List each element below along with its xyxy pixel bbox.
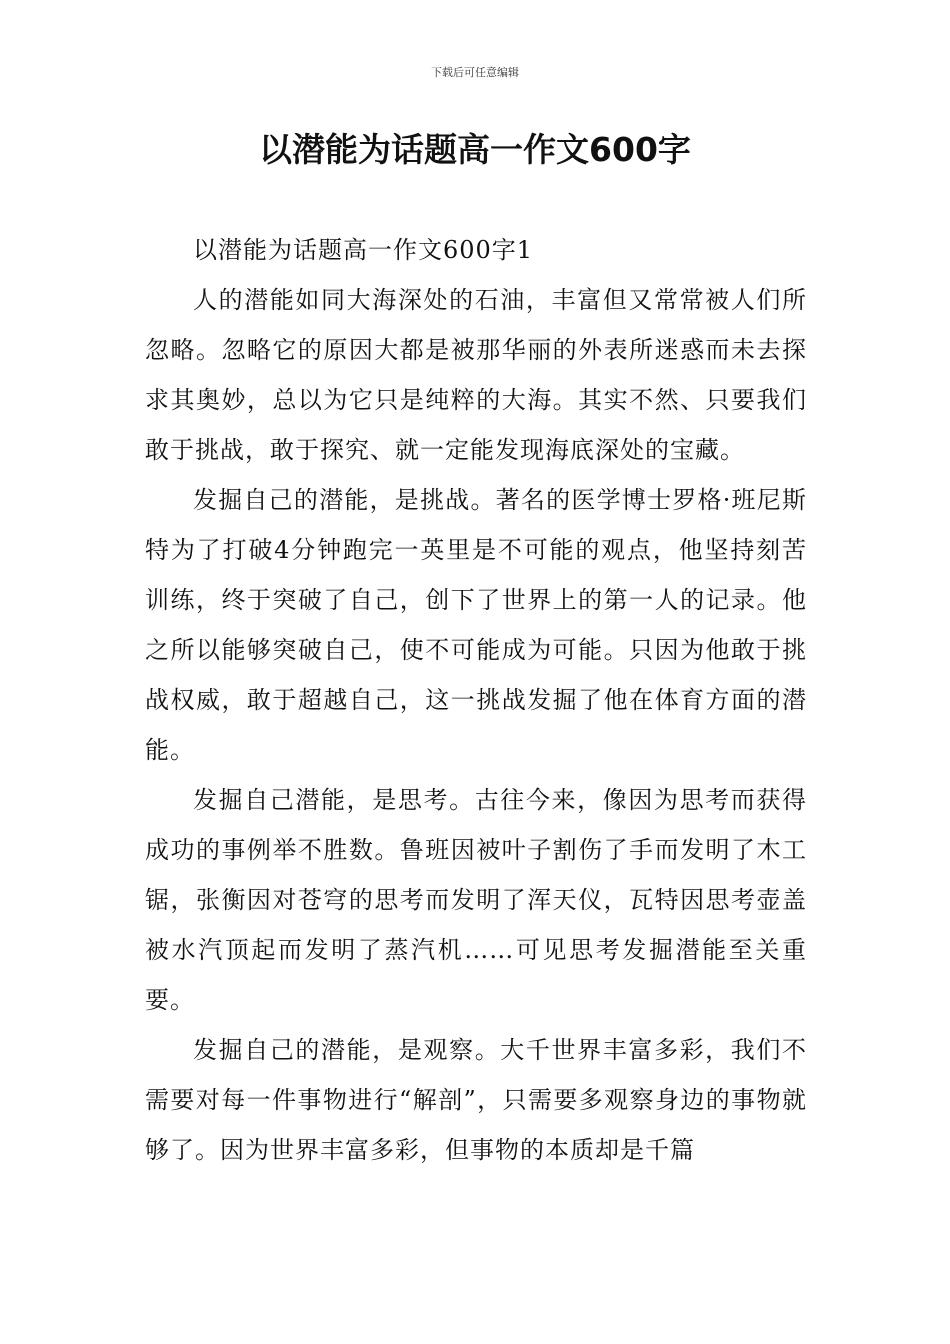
paragraph-observation: 发掘自己的潜能，是观察。大千世界丰富多彩，我们不需要对每一件事物进行“解剖”，只需要多观察身边的事物就够了。因为世界丰富多彩，但事物的本质却是千篇 xyxy=(145,1036,807,1164)
essay-subtitle: 以潜能为话题高一作文600字1 xyxy=(193,236,534,264)
document-body xyxy=(145,225,807,1175)
paragraph-thinking: 发掘自己潜能，是思考。古往今来，像因为思考而获得成功的事例举不胜数。鲁班因被叶子割伤了手而发明了木工锯，张衡因对苍穹的思考而发明了浑天仪，瓦特因思考壶盖被水汽顶起而发明了蒸汽机……可见思考发掘潜能至关重要。 xyxy=(145,786,807,1014)
header-note: 下载后可任意编辑 xyxy=(431,66,519,79)
paragraph-challenge: 发掘自己的潜能，是挑战。著名的医学博士罗格·班尼斯特为了打破4分钟跑完一英里是不可能的观点，他坚持刻苦训练，终于突破了自己，创下了世界上的第一人的记录。他之所以能够突破自己，使不可能成为可能。只因为他敢于挑战权威，敢于超越自己，这一挑战发掘了他在体育方面的潜能。 xyxy=(145,486,807,764)
document-title: 以潜能为话题高一作文600字 xyxy=(259,130,691,169)
paragraph-intro: 人的潜能如同大海深处的石油，丰富但又常常被人们所忽略。忽略它的原因大都是被那华丽的外表所迷惑而未去探求其奥妙，总以为它只是纯粹的大海。其实不然、只要我们敢于挑战，敢于探究、就一定能发现海底深处的宝藏。 xyxy=(145,286,807,464)
